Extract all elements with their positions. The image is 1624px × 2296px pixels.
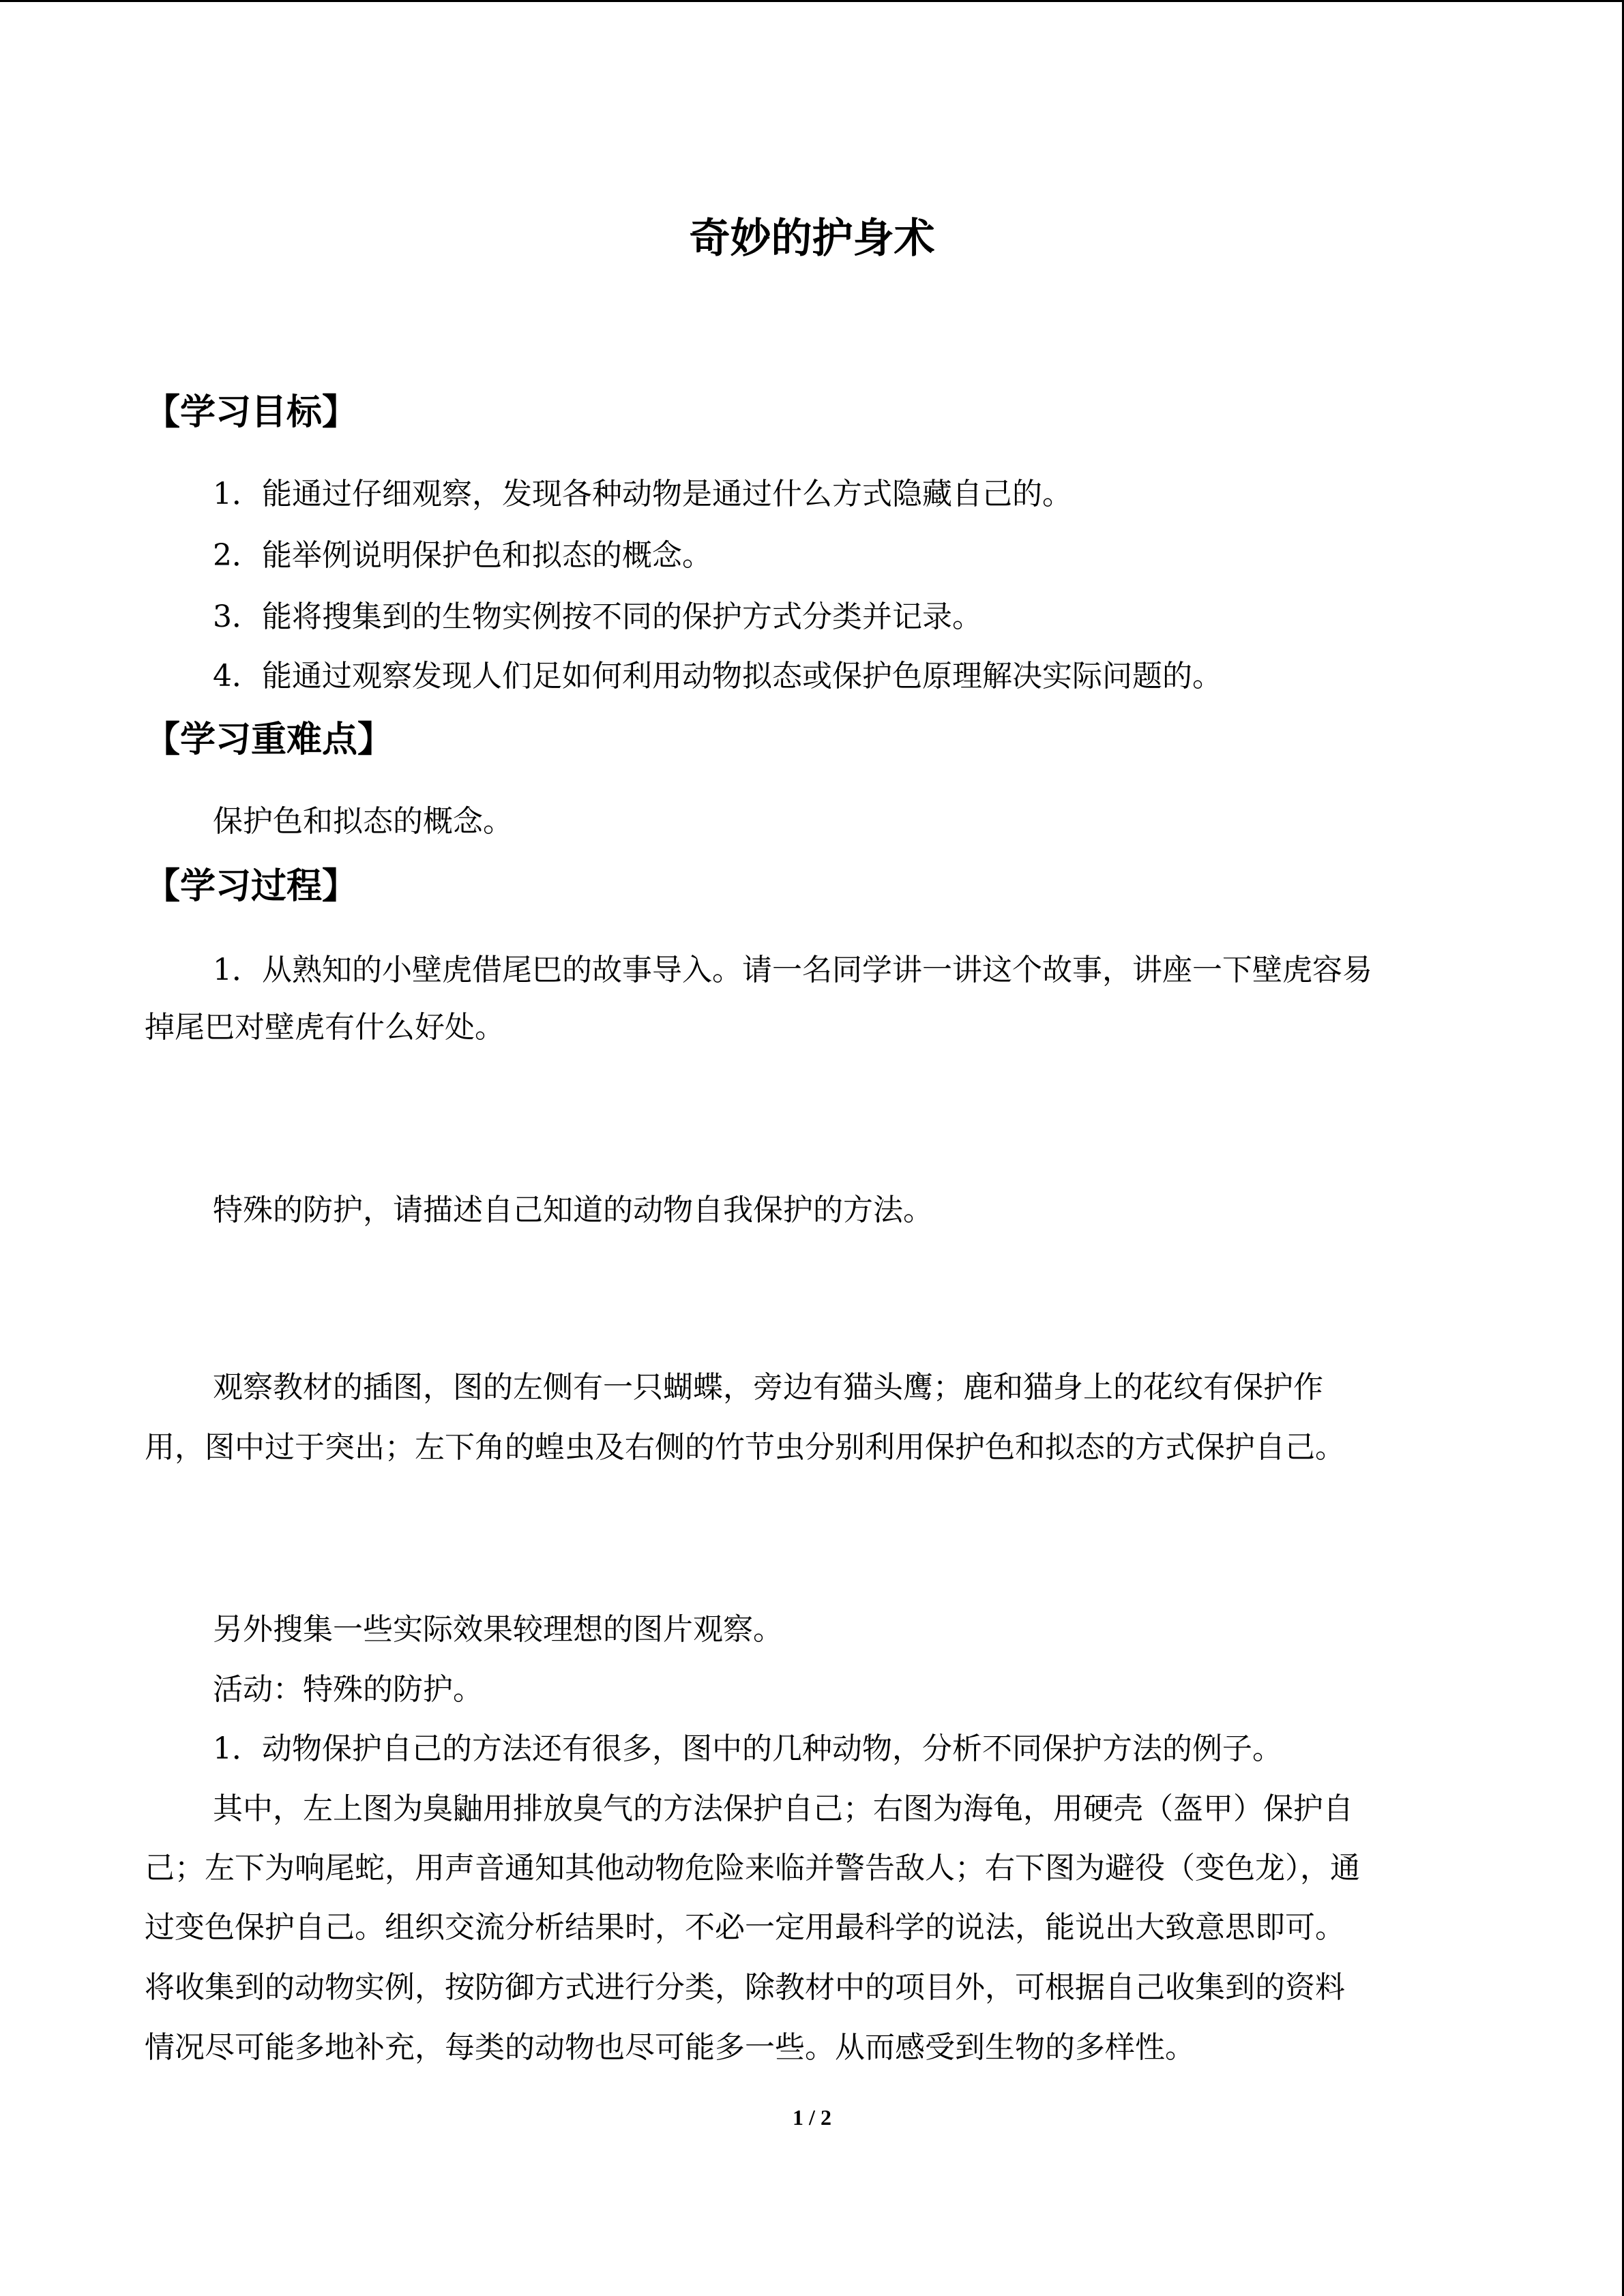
- process-line: 用，图中过于突出；左下角的蝗虫及右侧的竹节虫分别利用保护色和拟态的方式保护自己。: [145, 1430, 1345, 1465]
- section-heading-key-points: 【学习重难点】: [145, 719, 394, 760]
- process-line: 另外搜集一些实际效果较理想的图片观察。: [213, 1612, 783, 1647]
- page-border-top: [0, 0, 1624, 2]
- process-line: 己；左下为响尾蛇，用声音通知其他动物危险来临并警告敌人；右下图为避役（变色龙），通: [145, 1851, 1360, 1885]
- goal-item: 2．能举例说明保护色和拟态的概念。: [213, 538, 712, 573]
- process-line: 其中，左上图为臭鼬用排放臭气的方法保护自己；右图为海龟，用硬壳（盔甲）保护自: [213, 1791, 1353, 1826]
- section-heading-goals: 【学习目标】: [145, 392, 358, 433]
- goal-item: 3．能将搜集到的生物实例按不同的保护方式分类并记录。: [213, 599, 982, 634]
- page-number: 1 / 2: [793, 2105, 831, 2130]
- process-line: 掉尾巴对壁虎有什么好处。: [145, 1010, 505, 1045]
- process-line: 活动：特殊的防护。: [213, 1672, 483, 1707]
- process-line: 1．动物保护自己的方法还有很多，图中的几种动物，分析不同保护方法的例子。: [213, 1731, 1282, 1766]
- process-line: 特殊的防护，请描述自己知道的动物自我保护的方法。: [213, 1193, 933, 1227]
- goal-item: 1．能通过仔细观察，发现各种动物是通过什么方式隐藏自己的。: [213, 477, 1072, 511]
- process-line: 1．从熟知的小壁虎借尾巴的故事导入。请一名同学讲一讲这个故事，讲座一下壁虎容易: [213, 953, 1372, 987]
- document-title: 奇妙的护身术: [689, 215, 935, 263]
- goal-item: 4．能通过观察发现人们足如何利用动物拟态或保护色原理解决实际问题的。: [213, 659, 1222, 694]
- process-line: 将收集到的动物实例，按防御方式进行分类，除教材中的项目外，可根据自己收集到的资料: [145, 1970, 1345, 2005]
- process-line: 观察教材的插图，图的左侧有一只蝴蝶，旁边有猫头鹰；鹿和猫身上的花纹有保护作: [213, 1370, 1323, 1405]
- key-points-text: 保护色和拟态的概念。: [213, 804, 513, 839]
- section-heading-process: 【学习过程】: [145, 866, 358, 907]
- process-line: 情况尽可能多地补充，每类的动物也尽可能多一些。从而感受到生物的多样性。: [145, 2030, 1195, 2065]
- process-line: 过变色保护自己。组织交流分析结果时，不必一定用最科学的说法，能说出大致意思即可。: [145, 1910, 1345, 1945]
